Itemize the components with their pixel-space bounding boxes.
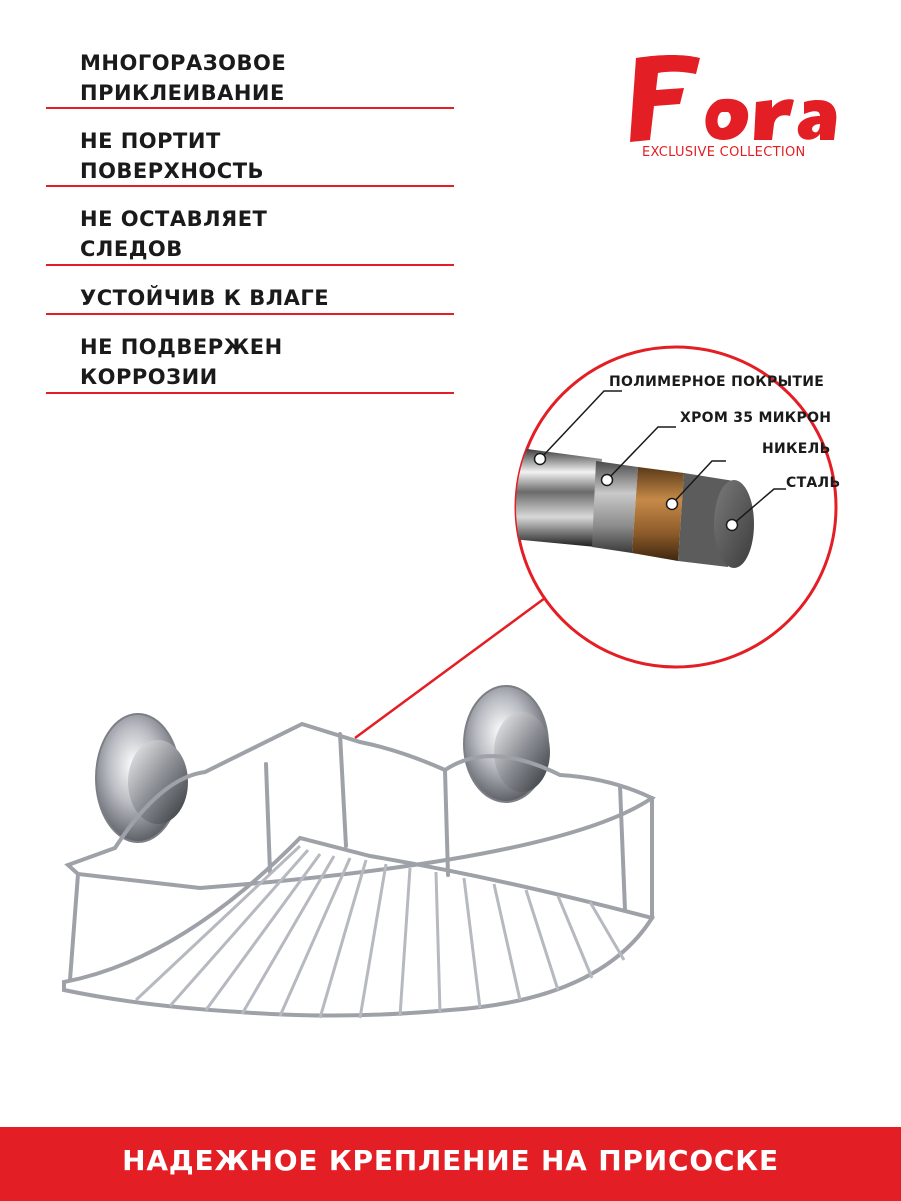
corner-shelf-image <box>40 660 680 1060</box>
layer-label-chrome: ХРОМ 35 МИКРОН <box>680 410 832 426</box>
divider <box>46 264 454 266</box>
feature-item-no-marks <box>80 204 267 264</box>
feature-line: ПОВЕРХНОСТЬ <box>80 159 265 183</box>
layer-label-steel: СТАЛЬ <box>786 475 841 491</box>
brand-tagline: EXCLUSIVE COLLECTION <box>642 145 806 160</box>
layer-label-polymer: ПОЛИМЕРНОЕ ПОКРЫТИЕ <box>609 374 825 390</box>
suction-cup-left <box>96 714 188 842</box>
divider <box>46 185 454 187</box>
feature-line: НЕ ОСТАВЛЯЕТ <box>80 207 268 231</box>
divider <box>46 107 454 109</box>
feature-item-moisture <box>80 283 329 313</box>
feature-line: УСТОЙЧИВ К ВЛАГЕ <box>80 286 330 310</box>
feature-line: СЛЕДОВ <box>80 237 183 261</box>
layer-label-nickel: НИКЕЛЬ <box>762 441 831 457</box>
banner-text: НАДЕЖНОЕ КРЕПЛЕНИЕ НА ПРИСОСКЕ <box>122 1144 779 1177</box>
suction-cup-right <box>464 686 550 802</box>
divider <box>46 313 454 315</box>
feature-item-surface <box>80 126 264 186</box>
feature-item-corrosion <box>80 332 283 392</box>
feature-line: КОРРОЗИИ <box>80 365 218 389</box>
feature-line: НЕ ПОРТИТ <box>80 129 221 153</box>
feature-line: ПРИКЛЕИВАНИЕ <box>80 81 285 105</box>
feature-line: МНОГОРАЗОВОЕ <box>80 51 287 75</box>
divider <box>46 392 454 394</box>
feature-line: НЕ ПОДВЕРЖЕН <box>80 335 283 359</box>
material-zoom-circle <box>512 343 840 671</box>
feature-item-reusable <box>80 48 286 108</box>
bottom-banner <box>0 1127 901 1201</box>
